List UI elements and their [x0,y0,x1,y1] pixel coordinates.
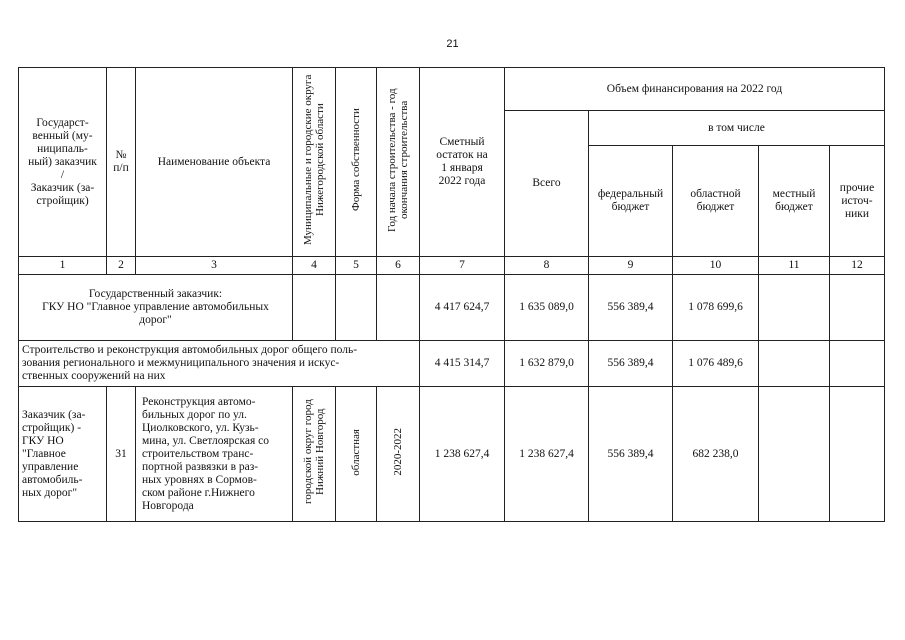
empty-cell [759,387,830,522]
col-num: 5 [336,257,377,275]
header-funding-title: Объем финансирования на 2022 год [505,68,885,111]
object-years: 2020-2022 [377,387,420,522]
empty-cell [377,275,420,341]
object-municipality: городской округ город Нижний Новгород [293,387,336,522]
empty-cell [293,275,336,341]
table-row-section [19,341,885,387]
object-regional: 682 238,0 [673,387,759,522]
state-balance: 4 417 624,7 [420,275,505,341]
section-regional: 1 076 489,6 [673,341,759,387]
object-number: 31 [107,387,136,522]
col-num: 12 [830,257,885,275]
header-ownership: Форма собственности [336,68,377,257]
col-num: 6 [377,257,420,275]
page-number: 21 [446,38,459,50]
header-balance: Сметный остаток на 1 января 2022 года [420,68,505,257]
header-municipality: Муниципальные и городские округа Нижегородской области [293,68,336,257]
section-title: Строительство и реконструкция автомобильных дорог общего поль- зования регионального и межмуниципального значения и искус- ственных сооружений на них [19,341,420,387]
state-customer-title: Государственный заказчик: ГКУ НО "Главное управление автомобильных дорог" [19,275,293,341]
header-regional: областной бюджет [673,146,759,257]
col-num: 4 [293,257,336,275]
object-customer: Заказчик (за- стройщик) - ГКУ НО "Главное управление автомобиль- ных дорог" [19,387,107,522]
empty-cell [759,275,830,341]
object-balance: 1 238 627,4 [420,387,505,522]
col-num: 1 [19,257,107,275]
empty-cell [336,275,377,341]
section-total: 1 632 879,0 [505,341,589,387]
object-total: 1 238 627,4 [505,387,589,522]
col-num: 11 [759,257,830,275]
col-num: 7 [420,257,505,275]
object-name: Реконструкция автомо- бильных дорог по ул. Циолковского, ул. Кузь- мина, ул. Светлоярская со строительством транс- портной развязки в раз- ных уровнях в Сормов- ском районе г.Нижнего Новгорода [136,387,293,522]
object-ownership: областная [336,387,377,522]
table-row-state-customer [19,275,885,341]
col-num: 8 [505,257,589,275]
state-total: 1 635 089,0 [505,275,589,341]
section-balance: 4 415 314,7 [420,341,505,387]
section-federal: 556 389,4 [589,341,673,387]
header-customer: Государст- венный (му- ниципаль- ный) заказчик / Заказчик (за- стройщик) [19,68,107,257]
empty-cell [830,387,885,522]
empty-cell [830,341,885,387]
header-federal: федеральный бюджет [589,146,673,257]
header-number: № п/п [107,68,136,257]
col-num: 9 [589,257,673,275]
object-federal: 556 389,4 [589,387,673,522]
state-federal: 556 389,4 [589,275,673,341]
col-num: 10 [673,257,759,275]
header-other: прочие источ- ники [830,146,885,257]
header-total: Всего [505,111,589,257]
header-local: местный бюджет [759,146,830,257]
column-numbers-row [19,257,885,275]
empty-cell [759,341,830,387]
table-row-object [19,387,885,522]
header-including: в том числе [589,111,885,146]
header-object-name: Наименование объекта [136,68,293,257]
state-regional: 1 078 699,6 [673,275,759,341]
funding-table [18,67,885,522]
empty-cell [830,275,885,341]
col-num: 3 [136,257,293,275]
header-years: Год начала строительства - год окончания строительства [377,68,420,257]
col-num: 2 [107,257,136,275]
